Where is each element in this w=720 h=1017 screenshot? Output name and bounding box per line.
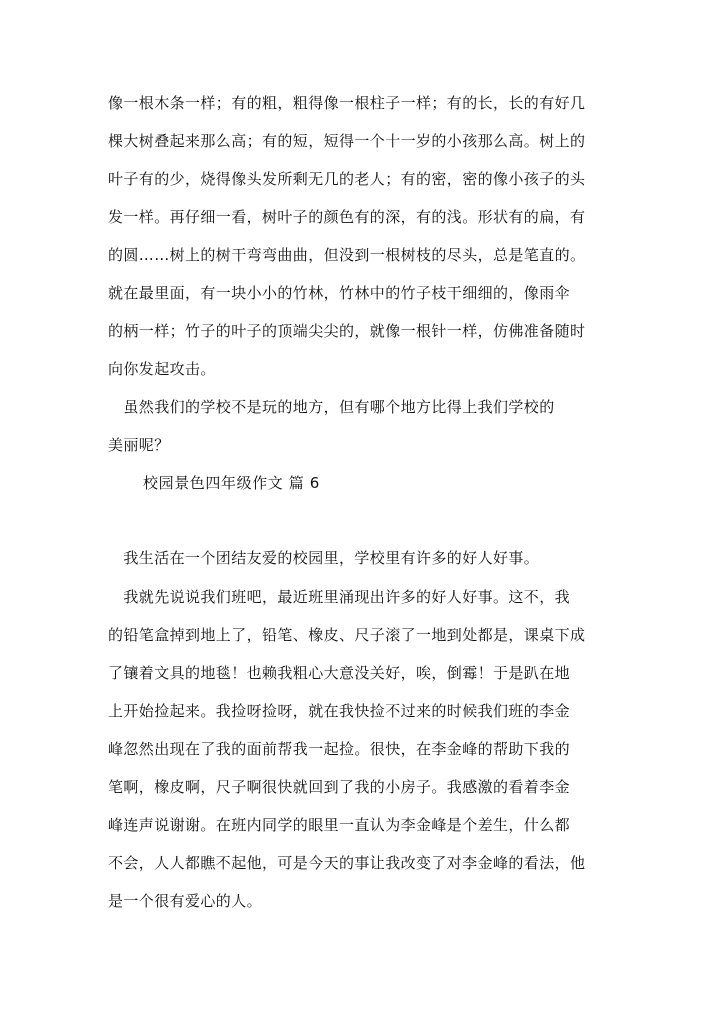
paragraph-line: 发一样。再仔细一看，树叶子的颜色有的深，有的浅。形状有的扁，有 — [108, 208, 586, 226]
paragraph-line: 上开始捡起来。我捡呀捡呀，就在我快捡不过来的时候我们班的李金 — [108, 702, 571, 720]
paragraph-line: 了镶着文具的地毯！也赖我粗心大意没关好，唉，倒霉！于是趴在地 — [108, 664, 571, 682]
paragraph-line: 峰连声说谢谢。在班内同学的眼里一直认为李金峰是个差生，什么都 — [108, 816, 571, 834]
paragraph-line: 虽然我们的学校不是玩的地方，但有哪个地方比得上我们学校的 — [108, 398, 555, 416]
paragraph-line: 美丽呢？ — [108, 436, 170, 454]
section-heading: 校园景色四年级作文 篇 6 — [143, 474, 320, 492]
paragraph-line: 是一个很有爱心的人。 — [108, 892, 263, 910]
paragraph-line: 就在最里面，有一块小小的竹林，竹林中的竹子枝干细细的，像雨伞 — [108, 284, 571, 302]
paragraph-line: 峰忽然出现在了我的面前帮我一起捡。很快，在李金峰的帮助下我的 — [108, 740, 571, 758]
paragraph-line: 棵大树叠起来那么高；有的短，短得一个十一岁的小孩那么高。树上的 — [108, 132, 586, 150]
paragraph-line: 的柄一样；竹子的叶子的顶端尖尖的，就像一根针一样，仿佛准备随时 — [108, 322, 586, 340]
paragraph-line: 向你发起攻击。 — [108, 360, 216, 378]
paragraph-line: 叶子有的少，烧得像头发所剩无几的老人；有的密，密的像小孩子的头 — [108, 170, 586, 188]
paragraph-line: 我就先说说我们班吧，最近班里涌现出许多的好人好事。这不，我 — [108, 588, 571, 606]
paragraph-line: 笔啊，橡皮啊，尺子啊很快就回到了我的小房子。我感激的看着李金 — [108, 778, 571, 796]
paragraph-line: 像一根木条一样；有的粗，粗得像一根柱子一样；有的长，长的有好几 — [108, 94, 586, 112]
paragraph-line: 我生活在一个团结友爱的校园里，学校里有许多的好人好事。 — [108, 549, 540, 567]
paragraph-line: 不会，人人都瞧不起他，可是今天的事让我改变了对李金峰的看法，他 — [108, 854, 586, 872]
paragraph-line: 的圆……树上的树干弯弯曲曲，但没到一根树枝的尽头，总是笔直的。 — [108, 246, 586, 264]
paragraph-line: 的铅笔盒掉到地上了，铅笔、橡皮、尺子滚了一地到处都是，课桌下成 — [108, 626, 586, 644]
